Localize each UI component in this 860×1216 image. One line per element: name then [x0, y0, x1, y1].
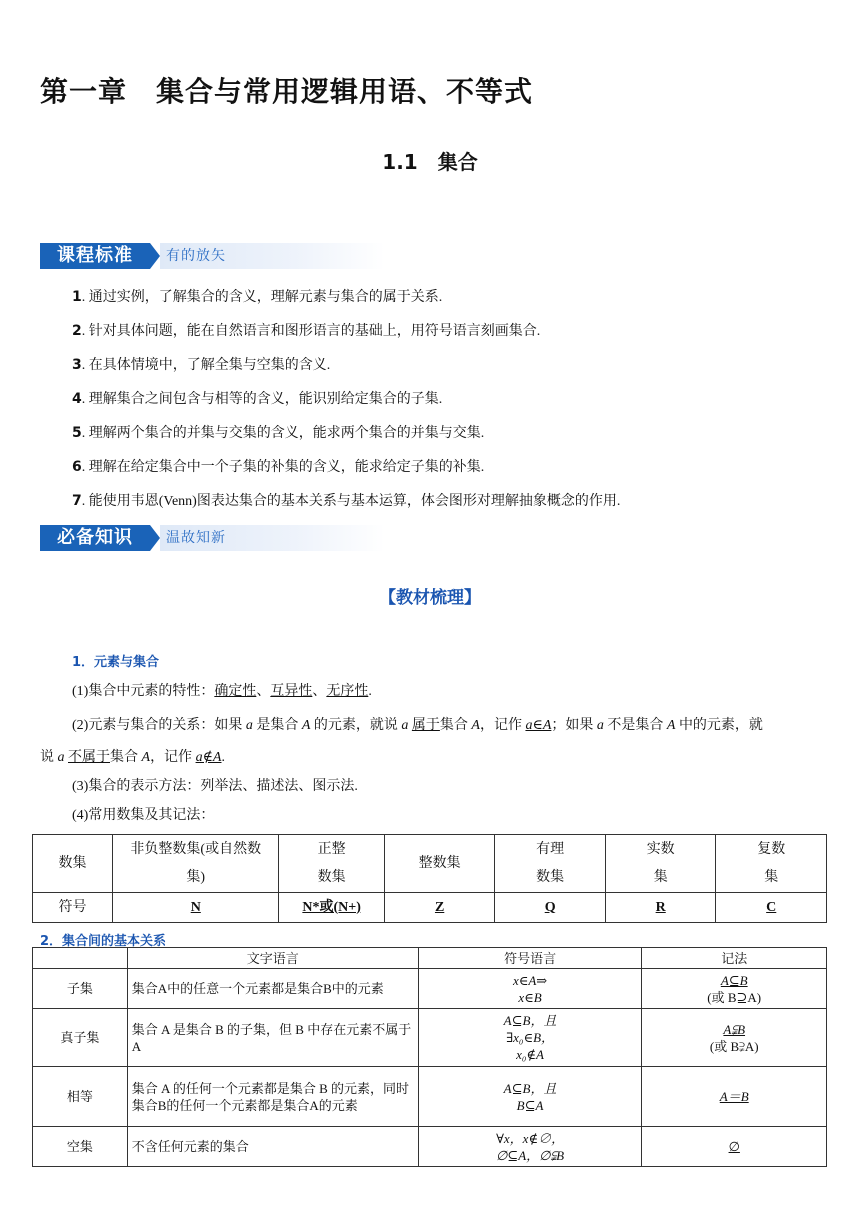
list-item: 6. 理解在给定集合中一个子集的补集的含义，能求给定子集的补集.: [72, 459, 485, 475]
standards-list: [72, 288, 620, 526]
table-cell: 复数 集: [716, 835, 827, 893]
section-title: 1.1 集合: [382, 150, 478, 174]
table-cell: A⊆B (或 B⊇A): [642, 969, 827, 1009]
table-cell: 集合 A 的任何一个元素都是集合 B 的元素，同时集合B的任何一个元素都是集合A的元素: [127, 1067, 418, 1127]
list-item: 2. 针对具体问题，能在自然语言和图形语言的基础上，用符号语言刻画集合.: [72, 323, 541, 339]
number-sets-table: [32, 834, 827, 923]
table-cell: 真子集: [33, 1009, 128, 1067]
table-cell: 数集: [33, 835, 113, 893]
table-cell: 集合 A 是集合 B 的子集，但 B 中存在元素不属于 A: [127, 1009, 418, 1067]
table-cell: 相等: [33, 1067, 128, 1127]
table-cell: 不含任何元素的集合: [127, 1127, 418, 1167]
paragraph-membership-line1: (2)元素与集合的关系：如果 a 是集合 A 的元素，就说 a 属于集合 A，记作 a∈A；如果 a 不是集合 A 中的元素，就: [72, 718, 763, 733]
table-cell: 整数集: [384, 835, 495, 893]
curriculum-banner: [40, 243, 385, 269]
table-row: [33, 1067, 827, 1127]
table-header: 符号语言: [418, 948, 642, 969]
paragraph-membership-line2: 说 a 不属于集合 A，记作 a∉A.: [40, 750, 225, 765]
banner-arrow-icon: [150, 525, 160, 551]
table-cell: A⊆B，且 ∃x₀∈B， x₀∉A: [418, 1009, 642, 1067]
table-cell: ∅: [642, 1127, 827, 1167]
table-row: [33, 969, 827, 1009]
table-cell: 非负整数集(或自然数 集): [113, 835, 279, 893]
table-cell: C: [716, 893, 827, 923]
table-cell: 符号: [33, 893, 113, 923]
table-cell: Z: [384, 893, 495, 923]
chapter-title: 第一章 集合与常用逻辑用语、不等式: [40, 75, 534, 108]
table-cell: A⊆B，且 B⊆A: [418, 1067, 642, 1127]
subsection-heading: 2．集合间的基本关系: [40, 934, 167, 949]
subsection-heading: 1．元素与集合: [72, 655, 160, 670]
banner-subtitle: 有的放矢: [160, 243, 385, 269]
list-item: 4. 理解集合之间包含与相等的含义，能识别给定集合的子集.: [72, 391, 443, 407]
table-cell: ∀x，x∉∅， ∅⊆A，∅⫋B: [418, 1127, 642, 1167]
table-cell: R: [605, 893, 716, 923]
table-cell: A⫋B (或 B⫌A): [642, 1009, 827, 1067]
table-cell: N*或(N+): [279, 893, 384, 923]
paragraph-number-sets: (4)常用数集及其记法：: [72, 808, 215, 823]
table-row: [33, 1009, 827, 1067]
table-row: [33, 948, 827, 969]
banner-arrow-icon: [150, 243, 160, 269]
table-row: [33, 893, 827, 923]
banner-tag: 必备知识: [40, 525, 150, 551]
table-cell: 正整 数集: [279, 835, 384, 893]
banner-tag: 课程标准: [40, 243, 150, 269]
table-header: 文字语言: [127, 948, 418, 969]
table-header: [33, 948, 128, 969]
set-relations-table: [32, 947, 827, 1167]
table-cell: 有理 数集: [495, 835, 606, 893]
table-cell: A＝B: [642, 1067, 827, 1127]
paragraph-representation: (3)集合的表示方法：列举法、描述法、图示法.: [72, 779, 358, 794]
table-cell: 空集: [33, 1127, 128, 1167]
table-cell: x∈A⇒ x∈B: [418, 969, 642, 1009]
list-item: 3. 在具体情境中，了解全集与空集的含义.: [72, 357, 331, 373]
table-cell: N: [113, 893, 279, 923]
table-cell: 子集: [33, 969, 128, 1009]
table-row: [33, 835, 827, 893]
knowledge-banner: [40, 525, 385, 551]
table-cell: 集合A中的任意一个元素都是集合B中的元素: [127, 969, 418, 1009]
table-cell: 实数 集: [605, 835, 716, 893]
textbook-heading: 【教材梳理】: [379, 588, 481, 608]
list-item: 7. 能使用韦恩(Venn)图表达集合的基本关系与基本运算，体会图形对理解抽象概念的作用.: [72, 493, 621, 509]
table-row: [33, 1127, 827, 1167]
paragraph-element-properties: (1)集合中元素的特性：确定性、互异性、无序性.: [72, 684, 372, 699]
list-item: 5. 理解两个集合的并集与交集的含义，能求两个集合的并集与交集.: [72, 425, 485, 441]
table-cell: Q: [495, 893, 606, 923]
list-item: 1. 通过实例，了解集合的含义，理解元素与集合的属于关系.: [72, 289, 443, 305]
table-header: 记法: [642, 948, 827, 969]
banner-subtitle: 温故知新: [160, 525, 385, 551]
